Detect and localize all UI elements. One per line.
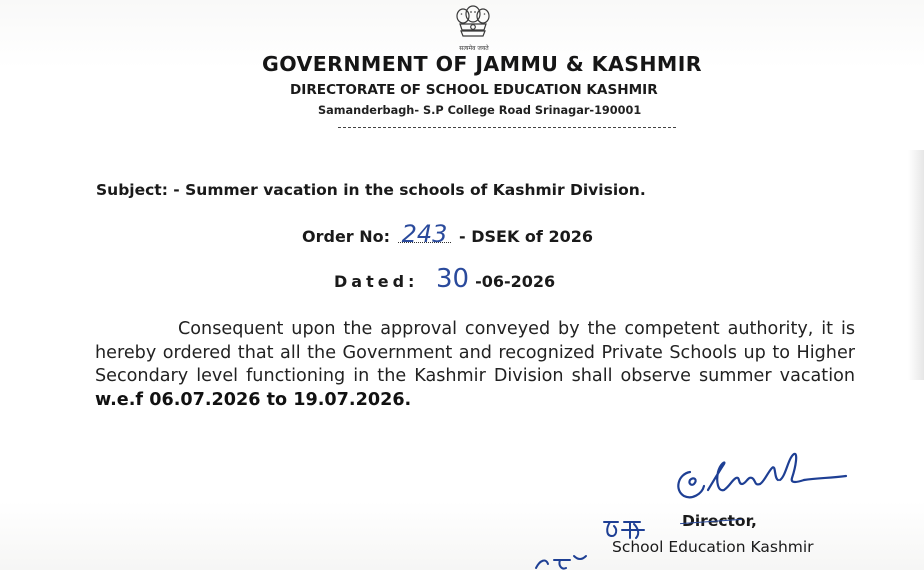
emblem-caption: सत्यमेव जयते bbox=[459, 45, 489, 52]
order-body-paragraph bbox=[95, 318, 855, 412]
order-number-line bbox=[302, 220, 593, 248]
order-number-handwritten: 243 bbox=[398, 226, 452, 243]
subject-line: Subject: - Summer vacation in the schools of Kashmir Division. bbox=[96, 181, 646, 199]
signatory-title: Director, bbox=[682, 512, 757, 530]
director-signature bbox=[668, 450, 848, 508]
address-line: Samanderbagh- S.P College Road Srinagar-190001 bbox=[318, 104, 642, 117]
order-body-text: Consequent upon the approval conveyed by the competent authority, it is hereby ordered that all the Government and recognized Private Schools up to Higher Secondary level functioning in the Kashmir Division shall observe summer vacation bbox=[95, 319, 855, 386]
order-suffix: - DSEK of 2026 bbox=[459, 227, 593, 246]
dated-month-year: -06-2026 bbox=[475, 272, 556, 291]
dated-line bbox=[334, 264, 556, 294]
dated-label: Dated: bbox=[334, 272, 419, 291]
margin-annotation bbox=[530, 548, 590, 570]
signatory-department: School Education Kashmir bbox=[612, 538, 814, 556]
vacation-dates: w.e.f 06.07.2026 to 19.07.2026. bbox=[95, 389, 412, 410]
government-heading: GOVERNMENT OF JAMMU & KASHMIR bbox=[262, 52, 702, 76]
directorate-heading: DIRECTORATE OF SCHOOL EDUCATION KASHMIR bbox=[290, 82, 658, 98]
page-edge-shadow bbox=[908, 150, 924, 380]
dated-day-handwritten: 30 bbox=[436, 264, 470, 294]
header-divider bbox=[338, 127, 676, 128]
order-label: Order No: bbox=[302, 227, 391, 246]
